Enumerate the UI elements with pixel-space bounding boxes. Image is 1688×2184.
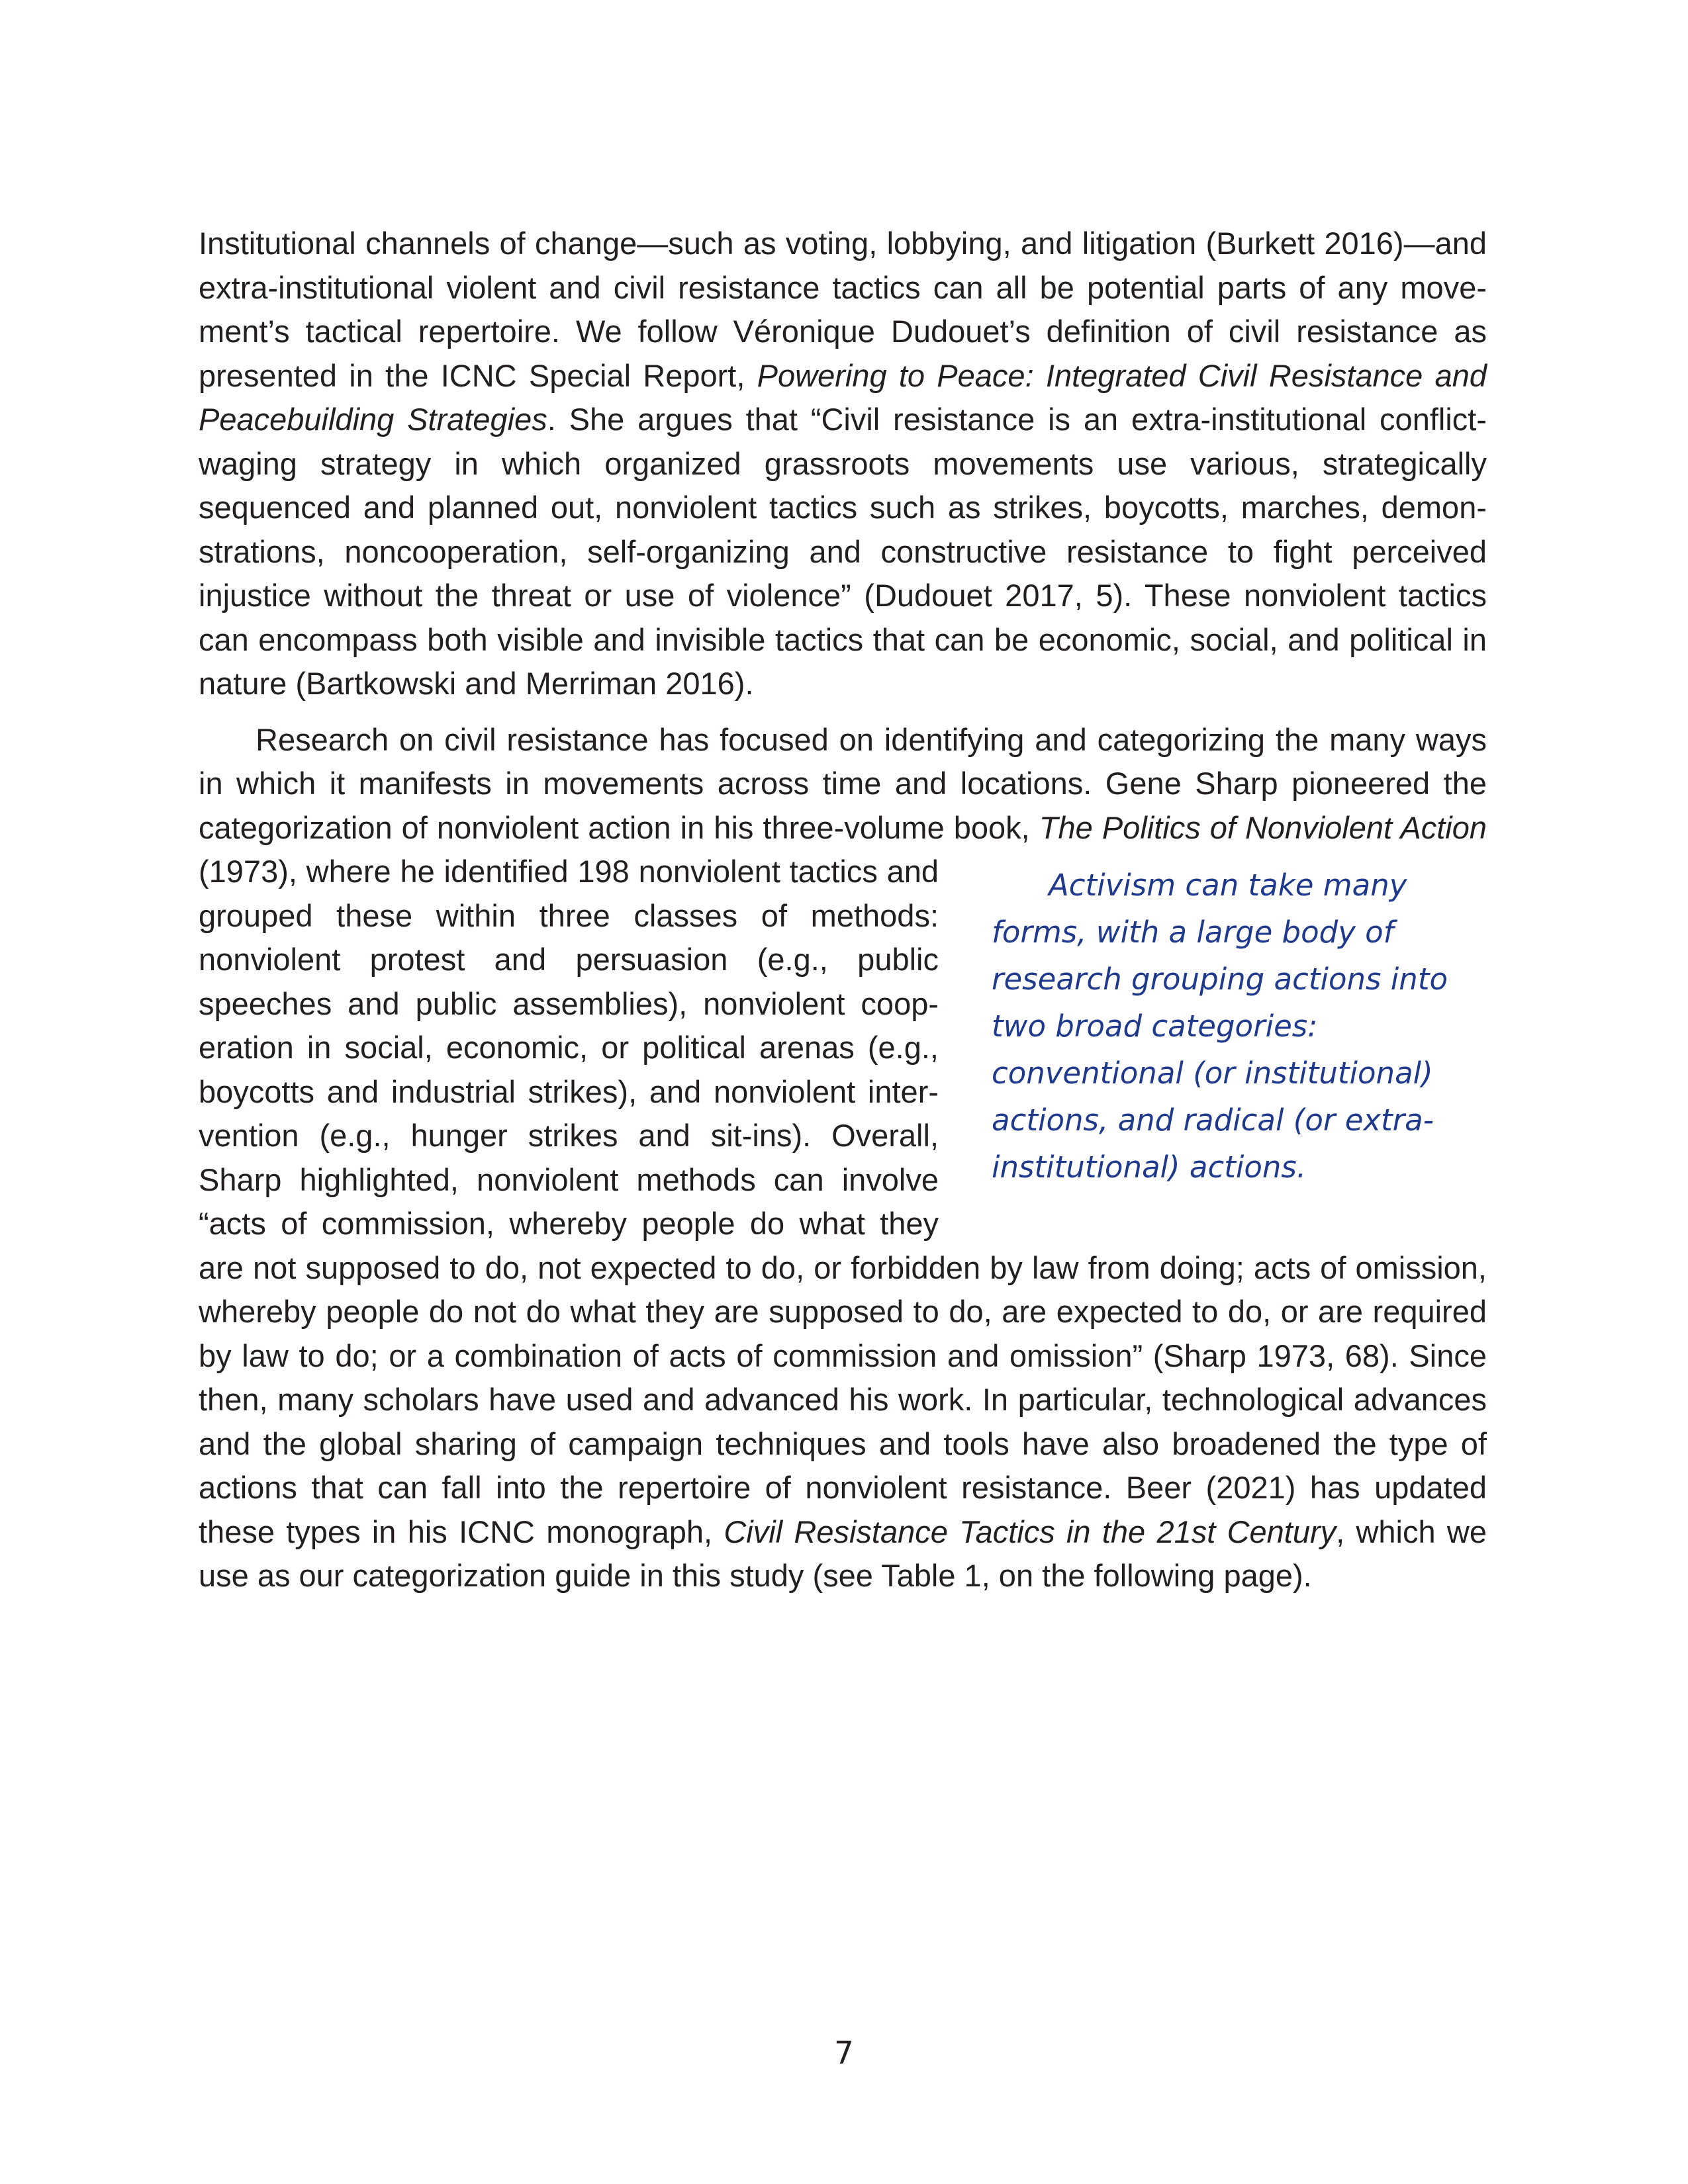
monograph-title: Civil Resistance Tactics in the 21st Century — [724, 1514, 1336, 1549]
paragraph-1-text-a: Institutional channels of change—such as voting, lobbying, and litigation (Burkett 2016)—and extra-institutional violent and civil resistance tactics can all be potential parts of any movement’s tactical repertoire. We follow Véronique Dudouet’s definition of civil resistance as presented in the ICNC Special Report, — [199, 226, 1487, 393]
page-number: 7 — [834, 2035, 854, 2071]
book-title: The Politics of Nonviolent Action — [1039, 809, 1487, 845]
paragraph-1 — [199, 222, 1487, 706]
paragraph-2-text-a: Research on civil resistance has focused on identifying and categorizing the many ways in which it manifests in movements across time and locations. Gene Sharp pioneered the categorization of nonviolent action in his three-volume book, — [199, 721, 1487, 845]
paragraph-2-text-b: (1973), where he identified 198 nonviolent tactics and grouped these within three classes of methods: nonviolent protest and persuasion (e.g., public speeches and public assemblies), nonviolent cooperation in social, economic, or political arenas (e.g., boycotts and industrial strikes), and nonviolent intervention (e.g., hunger strikes and sit-ins). Overall, Sharp highlighted, nonviolent methods can involve “acts of commission, whereby people do what they are not supposed to do, not expected to do, or forbidden by law from doing; acts of omission, whereby people do not do what they are supposed to do, are expected to do, or are required by law to do; or a combination of acts of commission and omission” (Sharp 1973, 68). Since then, many scholars have used and advanced his work. In particular, technological advances and the global sharing of campaign techniques and tools have also broadened the type of actions that can fall into the repertoire of nonviolent resistance. Beer (2021) has updated these types in his ICNC monograph, — [199, 854, 1487, 1549]
paragraph-2 — [199, 718, 1487, 1598]
paragraph-2-block — [199, 718, 1487, 1598]
pull-quote: Activism can take many forms, with a large body of research grouping actions into two broad categories: conventional (or institutional) actions, and radical (or extra-institutional) actions. — [992, 868, 1448, 1185]
paragraph-2-text-c: , which we use as our categorization guide in this study (see Table 1, on the following page). — [199, 1514, 1487, 1593]
paragraph-1-text-b: . She argues that “Civil resistance is an extra-institutional conflict-waging strategy in which organized grassroots movements use various, strategically sequenced and planned out, nonviolent tactics such as strikes, boycotts, marches, demonstrations, noncooperation, self-organizing and constructive resistance to fight perceived injustice without the threat or use of violence” (Dudouet 2017, 5). These nonviolent tactics can encompass both visible and invisible tactics that can be economic, social, and political in nature (Bartkowski and Merriman 2016). — [199, 402, 1487, 701]
report-title: Powering to Peace: Integrated Civil Resistance and Peacebuilding Strategies — [199, 357, 1487, 437]
page-body — [199, 222, 1487, 1598]
